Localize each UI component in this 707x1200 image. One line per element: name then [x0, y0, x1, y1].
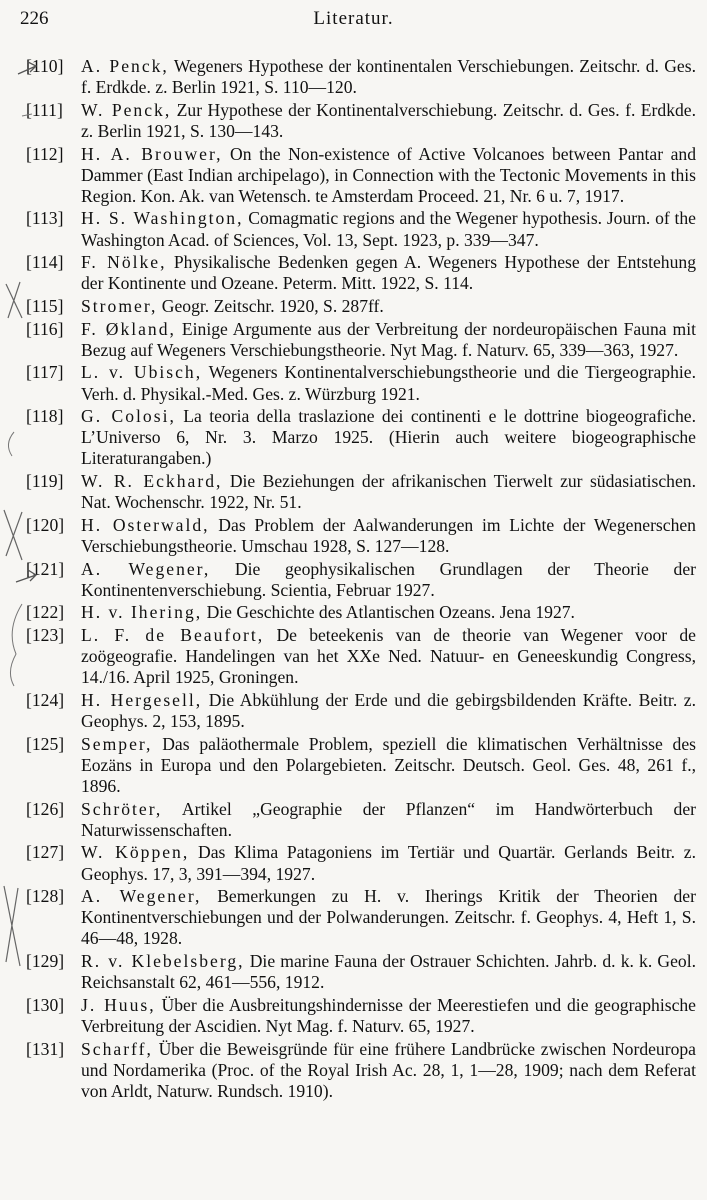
reference-entry: [26, 319, 696, 361]
reference-entry: [26, 995, 696, 1037]
reference-number: [131]: [26, 1038, 65, 1059]
reference-text: [81, 842, 696, 884]
reference-number: [113]: [26, 208, 64, 229]
reference-text: [81, 799, 696, 841]
reference-author: F. Nölke,: [81, 252, 167, 273]
reference-author: R. v. Klebelsberg,: [81, 951, 245, 972]
reference-entry: [26, 951, 696, 993]
reference-entry: [26, 144, 696, 207]
reference-author: L. F. de Beaufort,: [81, 625, 265, 646]
reference-entry: [26, 886, 696, 949]
reference-list: [26, 56, 696, 1104]
reference-entry: [26, 471, 696, 513]
reference-author: W. R. Eckhard,: [81, 471, 223, 492]
reference-citation: Zur Hypothese der Kontinentalverschiebung. Zeitschr. d. Ges. f. Erdkde. z. Berlin 1921, S. 130—143.: [81, 99, 696, 141]
reference-text: [81, 252, 696, 294]
reference-author: Schröter,: [81, 798, 163, 819]
reference-citation: Die marine Fauna der Ostrauer Schichten. Jahrb. d. k. k. Geol. Reichsanstalt 62, 461—556, 1912.: [81, 951, 696, 993]
reference-citation: Physikalische Bedenken gegen A. Wegeners Hypothese der Entstehung der Kontinente und Ozeane. Peterm. Mitt. 1922, S. 114.: [81, 252, 696, 294]
reference-citation: Bemerkungen zu H. v. Iherings Kritik der Theorien der Kontinentverschiebungen und der Polwanderungen. Zeitschr. f. Geophys. 4, Heft 1, S. 46—48, 1928.: [81, 886, 696, 949]
page-header: [20, 8, 687, 32]
reference-text: [81, 886, 696, 949]
pencil-x-mark: [4, 886, 20, 966]
reference-citation: Die Beziehungen der afrikanischen Tierwelt zur südasiatischen. Nat. Wochenschr. 1922, Nr. 51.: [81, 471, 696, 513]
reference-text: [81, 1039, 696, 1102]
running-title: Literatur.: [313, 8, 394, 29]
reference-text: [81, 515, 696, 557]
reference-text: [81, 319, 696, 361]
reference-author: A. Penck,: [81, 56, 169, 76]
reference-number: [130]: [26, 994, 65, 1015]
reference-entry: [26, 799, 696, 841]
reference-citation: Das paläothermale Problem, speziell die klimatischen Verhältnisse des Eozäns in Europa und den Polargebieten. Zeitschr. Deutsch. Geol. Ges. 48, 261 f., 1896.: [81, 733, 696, 796]
reference-entry: [26, 56, 696, 98]
pencil-x-mark: [4, 510, 22, 560]
reference-text: [81, 559, 696, 601]
reference-citation: Das Problem der Aalwanderungen im Lichte der Wegenerschen Verschiebungstheorie. Umschau 1928, S. 127—128.: [81, 514, 696, 556]
reference-entry: [26, 559, 696, 601]
reference-citation: Einige Argumente aus der Verbreitung der nordeuropäischen Fauna mit Bezug auf Wegeners Verschiebungstheorie. Nyt Mag. f. Naturv. 65, 339—363, 1927.: [81, 318, 696, 360]
reference-text: [81, 734, 696, 797]
reference-number: [128]: [26, 886, 65, 907]
reference-citation: Die Abkühlung der Erde und die gebirgsbildenden Kräfte. Beitr. z. Geophys. 2, 153, 1895.: [81, 690, 696, 732]
reference-author: A. Wegener,: [81, 886, 202, 907]
reference-author: Stromer,: [81, 296, 158, 316]
reference-text: [81, 995, 696, 1037]
reference-entry: [26, 406, 696, 469]
reference-author: Semper,: [81, 733, 153, 754]
reference-number: [127]: [26, 842, 65, 863]
reference-author: J. Huus,: [81, 994, 156, 1015]
reference-text: [81, 690, 696, 732]
reference-author: H. Hergesell,: [81, 690, 203, 711]
reference-number: [118]: [26, 406, 64, 427]
reference-author: L. v. Ubisch,: [81, 362, 203, 383]
reference-citation: Die Geschichte des Atlantischen Ozeans. Jena 1927.: [202, 602, 575, 623]
reference-author: F. Økland,: [81, 318, 176, 339]
reference-text: [81, 602, 696, 623]
reference-citation: De beteekenis van de theorie van Wegener voor de zoögeografie. Handelingen van het XXe Ned. Natuur- en Geneeskundig Congress, 14./16. April 1925, Groningen.: [81, 625, 696, 688]
reference-number: [115]: [26, 296, 64, 316]
reference-number: [121]: [26, 558, 65, 579]
pencil-bracket-mark: [8, 432, 14, 456]
reference-text: [81, 144, 696, 207]
reference-author: G. Colosi,: [81, 406, 176, 427]
reference-entry: [26, 362, 696, 404]
pencil-x-mark: [6, 282, 22, 318]
reference-number: [122]: [26, 602, 65, 623]
reference-entry: [26, 734, 696, 797]
reference-text: [81, 362, 696, 404]
reference-entry: [26, 842, 696, 884]
reference-author: H. S. Washington,: [81, 208, 244, 229]
reference-text: [81, 56, 696, 98]
reference-citation: Die geophysikalischen Grundlagen der Theorie der Kontinentenverschiebung. Scientia, Februar 1927.: [81, 558, 696, 600]
reference-number: [129]: [26, 951, 65, 972]
reference-number: [111]: [26, 99, 63, 120]
reference-entry: [26, 515, 696, 557]
reference-entry: [26, 296, 696, 317]
reference-citation: Das Klima Patagoniens im Tertiär und Quartär. Gerlands Beitr. z. Geophys. 17, 3, 391—394, 1927.: [81, 842, 696, 884]
reference-citation: On the Non-existence of Active Volcanoes between Pantar and Dammer (East Indian archipelago), in Connection with the Tectonic Movements in this Region. Kon. Ak. van Wetensch. te Amsterdam Proceed. 21, Nr. 6 u. 7, 1917.: [81, 143, 696, 206]
reference-citation: La teoria della traslazione dei continenti e le dottrine biogeografiche. L’Universo 6, Nr. 3. Marzo 1925. (Hierin auch weitere biogeographische Literaturangaben.): [81, 406, 696, 469]
reference-number: [124]: [26, 690, 65, 711]
reference-citation: Wegeners Kontinentalverschiebungstheorie und die Tiergeographie. Verh. d. Physikal.-Med. Ges. z. Würzburg 1921.: [81, 362, 696, 404]
reference-entry: [26, 690, 696, 732]
reference-number: [120]: [26, 514, 65, 535]
reference-text: [81, 406, 696, 469]
reference-author: H. A. Brouwer,: [81, 143, 223, 164]
reference-author: Scharff,: [81, 1038, 153, 1059]
reference-text: [81, 951, 696, 993]
reference-text: [81, 208, 696, 250]
reference-number: [125]: [26, 733, 65, 754]
page-number: 226: [20, 8, 49, 29]
reference-entry: [26, 1039, 696, 1102]
reference-citation: Comagmatic regions and the Wegener hypothesis. Journ. of the Washington Acad. of Sciences, Vol. 13, Sept. 1923, p. 339—347.: [81, 208, 696, 250]
reference-number: [123]: [26, 625, 65, 646]
reference-number: [116]: [26, 318, 64, 339]
reference-text: [81, 471, 696, 513]
reference-citation: Über die Ausbreitungshindernisse der Meerestiefen und die geographische Verbreitung der Ascidien. Nyt Mag. f. Naturv. 65, 1927.: [81, 994, 696, 1036]
reference-text: [81, 100, 696, 142]
reference-number: [117]: [26, 362, 64, 383]
reference-text: [81, 296, 696, 317]
reference-author: W. Köppen,: [81, 842, 190, 863]
reference-number: [112]: [26, 143, 64, 164]
reference-citation: Über die Beweisgründe für eine frühere Landbrücke zwischen Nordeuropa und Nordamerika (Proc. of the Royal Irish Ac. 28, 1, 1—28, 1909; nach dem Referat von Arldt, Naturw. Rundsch. 1910).: [81, 1038, 696, 1101]
reference-text: [81, 625, 696, 688]
reference-author: A. Wegener,: [81, 558, 211, 579]
reference-number: [126]: [26, 798, 65, 819]
reference-number: [119]: [26, 471, 64, 492]
reference-author: H. Osterwald,: [81, 514, 210, 535]
reference-entry: [26, 602, 696, 623]
reference-entry: [26, 100, 696, 142]
reference-entry: [26, 625, 696, 688]
reference-citation: Artikel „Geographie der Pflanzen“ im Handwörterbuch der Naturwissenschaften.: [81, 798, 696, 840]
reference-entry: [26, 208, 696, 250]
reference-citation: Geogr. Zeitschr. 1920, S. 287ff.: [157, 296, 384, 316]
pencil-bracket-mark: [10, 604, 22, 686]
reference-citation: Wegeners Hypothese der kontinentalen Verschiebungen. Zeitschr. d. Ges. f. Erdkde. z. Berlin 1921, S. 110—120.: [81, 56, 696, 98]
reference-entry: [26, 252, 696, 294]
reference-author: H. v. Ihering,: [81, 602, 203, 623]
reference-author: W. Penck,: [81, 99, 172, 120]
reference-number: [114]: [26, 252, 64, 273]
reference-number: [110]: [26, 56, 64, 76]
